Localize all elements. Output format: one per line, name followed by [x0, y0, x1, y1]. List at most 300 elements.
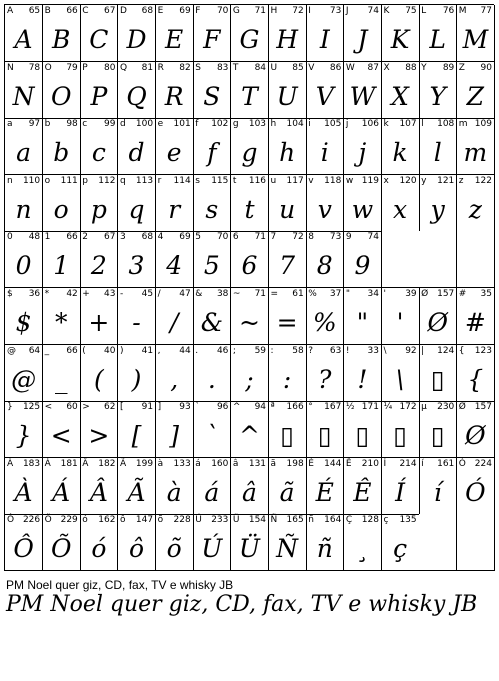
- glyph-key: l: [421, 119, 424, 130]
- glyph-label: [382, 345, 419, 357]
- glyph-sample: x: [393, 194, 408, 224]
- glyph-key: 6: [232, 232, 239, 243]
- glyph-label: [306, 5, 343, 17]
- glyph-key: &: [195, 289, 203, 299]
- glyph-key: ½: [345, 402, 355, 413]
- glyph-key: U: [270, 62, 278, 73]
- glyph-label: [80, 118, 117, 130]
- glyph-cell: [382, 345, 420, 402]
- glyph-label: [118, 231, 155, 243]
- glyph-sample: <: [50, 421, 72, 451]
- glyph-key: Â: [82, 458, 89, 469]
- glyph-sample: Ã: [127, 477, 146, 507]
- glyph-sample: ñ: [316, 534, 333, 564]
- glyph-key: Ü: [232, 515, 240, 526]
- glyph-cell: [382, 5, 420, 62]
- glyph-key: P: [82, 62, 88, 73]
- glyph-cell: [457, 401, 495, 458]
- glyph-cell: [344, 5, 382, 62]
- empty-cell: [457, 231, 495, 288]
- glyph-sample: ~: [238, 308, 260, 337]
- glyph-code: 100: [135, 119, 154, 130]
- glyph-key: 8: [308, 232, 314, 243]
- glyph-sample: s: [205, 194, 219, 224]
- glyph-sample: &: [200, 308, 223, 337]
- glyph-code: 107: [399, 119, 417, 130]
- glyph-sample: Ñ: [276, 534, 299, 564]
- glyph-sample: N: [12, 81, 35, 111]
- glyph-key: Ú: [195, 515, 202, 526]
- glyph-cell: [193, 458, 231, 515]
- glyph-cell: [156, 401, 194, 458]
- glyph-label: [457, 62, 494, 74]
- glyph-key: (: [82, 345, 86, 356]
- glyph-cell: [43, 62, 81, 119]
- glyph-key: Ô: [7, 515, 15, 526]
- glyph-sample: Ü: [238, 534, 260, 564]
- glyph-code: 46: [216, 345, 229, 356]
- glyph-label: [43, 514, 80, 526]
- glyph-code: 171: [361, 402, 379, 413]
- glyph-sample: u: [279, 194, 296, 224]
- glyph-code: 181: [60, 458, 78, 469]
- glyph-label: [43, 175, 80, 187]
- glyph-key: ¼: [383, 402, 393, 413]
- glyph-cell: [382, 514, 420, 571]
- glyph-code: 33: [367, 345, 379, 356]
- glyph-key: N: [7, 62, 14, 73]
- glyph-label: [5, 175, 42, 187]
- glyph-code: 78: [28, 62, 41, 73]
- glyph-cell: [231, 175, 269, 232]
- glyph-key: L: [421, 6, 427, 16]
- glyph-sample: i: [320, 138, 329, 168]
- glyph-key: k: [383, 119, 389, 130]
- glyph-label: [306, 118, 343, 130]
- glyph-key: Á: [44, 458, 51, 469]
- glyph-key: o: [44, 175, 51, 186]
- glyph-sample: R: [164, 81, 184, 111]
- glyph-label: [156, 514, 193, 526]
- glyph-key: 2: [82, 232, 89, 243]
- glyph-sample: c: [91, 138, 106, 168]
- glyph-code: 71: [254, 232, 267, 243]
- glyph-code: 63: [329, 345, 342, 356]
- glyph-cell: [43, 514, 81, 571]
- glyph-cell: [419, 458, 457, 515]
- glyph-sample: t: [244, 194, 255, 224]
- glyph-code: 38: [216, 289, 229, 299]
- glyph-code: 69: [179, 6, 191, 16]
- glyph-label: [193, 231, 230, 243]
- glyph-cell: [269, 514, 307, 571]
- glyph-label: [156, 231, 193, 243]
- glyph-sample: á: [204, 477, 220, 507]
- glyph-cell: [382, 62, 420, 119]
- glyph-code: 88: [405, 62, 417, 73]
- glyph-label: [231, 118, 268, 130]
- glyph-code: 119: [361, 175, 379, 186]
- glyph-code: 102: [211, 119, 229, 130]
- glyph-sample: [: [131, 421, 142, 451]
- glyph-code: 91: [141, 402, 154, 413]
- glyph-label: [43, 401, 80, 413]
- glyph-code: 67: [103, 6, 116, 16]
- glyph-code: 228: [173, 515, 191, 526]
- glyph-label: [382, 458, 419, 470]
- glyph-key: z: [458, 175, 464, 186]
- glyph-sample: @: [11, 364, 37, 394]
- glyph-label: [80, 401, 117, 413]
- glyph-key: Ê: [345, 458, 352, 469]
- glyph-key: I: [308, 6, 311, 16]
- glyph-label: [43, 5, 80, 17]
- glyph-key: D: [119, 6, 127, 16]
- glyph-cell: [43, 288, 81, 345]
- glyph-cell: [344, 514, 382, 571]
- glyph-cell: [156, 345, 194, 402]
- glyph-key: s: [195, 175, 200, 186]
- glyph-cell: [382, 175, 420, 232]
- glyph-sample: \: [395, 364, 405, 394]
- glyph-sample: !: [357, 364, 368, 394]
- glyph-key: ^: [232, 402, 241, 413]
- glyph-label: [231, 175, 268, 187]
- glyph-sample: p: [90, 194, 107, 224]
- glyph-label: [344, 514, 381, 526]
- glyph-key: v: [308, 175, 314, 186]
- glyph-key: O: [44, 62, 52, 73]
- glyph-key: *: [44, 289, 50, 299]
- glyph-label: [419, 401, 456, 413]
- glyph-key: F: [195, 6, 201, 16]
- glyph-sample: r: [168, 194, 181, 224]
- glyph-code: 34: [367, 289, 379, 299]
- glyph-sample: h: [279, 138, 296, 168]
- glyph-sample: :: [282, 364, 292, 394]
- glyph-sample: X: [391, 81, 409, 111]
- glyph-code: 73: [329, 6, 342, 16]
- glyph-label: [457, 288, 494, 300]
- glyph-label: [344, 288, 381, 300]
- glyph-label: [156, 345, 193, 357]
- glyph-cell: [5, 175, 43, 232]
- glyph-label: [457, 345, 494, 357]
- glyph-cell: [306, 118, 344, 175]
- glyph-cell: [80, 118, 118, 175]
- glyph-label: [382, 288, 419, 300]
- glyph-cell: [193, 5, 231, 62]
- glyph-code: 118: [324, 175, 342, 186]
- glyph-code: 48: [28, 232, 41, 243]
- glyph-key: K: [383, 6, 390, 16]
- glyph-cell: [419, 62, 457, 119]
- glyph-cell: [5, 288, 43, 345]
- glyph-sample: %: [312, 308, 337, 337]
- glyph-label: [5, 62, 42, 74]
- glyph-sample: à: [166, 477, 182, 507]
- glyph-label: [118, 62, 155, 74]
- glyph-sample: ã: [279, 477, 295, 507]
- glyph-code: 110: [22, 175, 41, 186]
- glyph-key: 5: [195, 232, 201, 243]
- glyph-key: X: [383, 62, 390, 73]
- glyph-sample: _: [54, 364, 68, 394]
- glyph-code: 166: [286, 402, 304, 413]
- glyph-cell: [344, 345, 382, 402]
- glyph-cell: [306, 62, 344, 119]
- glyph-key: S: [195, 62, 201, 73]
- glyph-key: e: [157, 119, 164, 130]
- glyph-label: [5, 5, 42, 17]
- glyph-key: }: [7, 402, 13, 413]
- glyph-code: 210: [361, 458, 379, 469]
- glyph-cell: [193, 175, 231, 232]
- glyph-sample: 8: [316, 251, 333, 281]
- glyph-label: [118, 458, 155, 470]
- glyph-label: [80, 514, 117, 526]
- glyph-key: ª: [270, 402, 275, 413]
- glyph-code: 65: [28, 6, 41, 16]
- glyph-cell: [231, 345, 269, 402]
- glyph-key: à: [157, 458, 164, 469]
- glyph-cell: [231, 118, 269, 175]
- glyph-label: [382, 514, 419, 526]
- glyph-sample: +: [88, 308, 110, 337]
- glyph-key: q: [119, 175, 126, 186]
- glyph-label: [156, 288, 193, 300]
- glyph-label: [269, 345, 306, 357]
- glyph-label: [156, 401, 193, 413]
- glyph-key: $: [7, 289, 13, 299]
- glyph-cell: [193, 514, 231, 571]
- glyph-code: 44: [179, 345, 191, 356]
- glyph-label: [419, 345, 456, 357]
- glyph-cell: [269, 401, 307, 458]
- glyph-cell: [419, 5, 457, 62]
- glyph-sample: v: [317, 194, 332, 224]
- glyph-sample: õ: [166, 534, 182, 564]
- glyph-key: p: [82, 175, 89, 186]
- glyph-code: 122: [474, 175, 492, 186]
- glyph-cell: [457, 175, 495, 232]
- glyph-cell: [80, 458, 118, 515]
- glyph-cell: [43, 175, 81, 232]
- glyph-cell: [118, 458, 156, 515]
- glyph-label: [193, 458, 230, 470]
- glyph-cell: [118, 345, 156, 402]
- glyph-code: 75: [405, 6, 417, 16]
- glyph-code: 214: [399, 458, 417, 469]
- glyph-key: #: [458, 289, 467, 299]
- glyph-code: 233: [211, 515, 229, 526]
- glyph-code: 84: [254, 62, 267, 73]
- glyph-key: m: [458, 119, 468, 130]
- glyph-sample: P: [90, 81, 108, 111]
- glyph-code: 124: [437, 345, 455, 356]
- glyph-code: 39: [405, 289, 417, 299]
- glyph-sample: À: [14, 477, 33, 507]
- glyph-cell: [118, 401, 156, 458]
- glyph-cell: [43, 118, 81, 175]
- glyph-cell: [156, 514, 194, 571]
- glyph-sample: ç: [393, 534, 408, 564]
- glyph-label: [193, 514, 230, 526]
- glyph-code: 86: [329, 62, 342, 73]
- glyph-sample: *: [54, 308, 68, 337]
- glyph-code: 121: [437, 175, 455, 186]
- glyph-key: Õ: [44, 515, 52, 526]
- glyph-sample: ▯: [430, 421, 445, 451]
- glyph-label: [306, 401, 343, 413]
- glyph-code: 40: [103, 345, 116, 356]
- glyph-sample: í: [433, 477, 442, 507]
- glyph-label: [193, 5, 230, 17]
- glyph-key: =: [270, 289, 279, 299]
- glyph-sample: S: [203, 81, 221, 111]
- glyph-code: 74: [367, 6, 379, 16]
- glyph-code: 43: [103, 289, 116, 299]
- glyph-cell: [457, 62, 495, 119]
- glyph-key: j: [345, 119, 349, 130]
- glyph-label: [344, 401, 381, 413]
- glyph-sample: ▯: [355, 421, 370, 451]
- glyph-key: r: [157, 175, 162, 186]
- glyph-code: 117: [286, 175, 304, 186]
- glyph-code: 60: [66, 402, 78, 413]
- glyph-label: [344, 118, 381, 130]
- glyph-key: â: [232, 458, 239, 469]
- glyph-code: 67: [103, 232, 116, 243]
- glyph-code: 115: [211, 175, 229, 186]
- glyph-key: W: [345, 62, 355, 73]
- glyph-sample: n: [15, 194, 32, 224]
- glyph-sample: =: [276, 308, 298, 337]
- glyph-cell: [80, 5, 118, 62]
- glyph-code: 45: [141, 289, 154, 299]
- glyph-label: [457, 458, 494, 470]
- glyph-key: 1: [44, 232, 51, 243]
- glyph-key: Í: [383, 458, 387, 469]
- glyph-sample: 9: [354, 251, 371, 281]
- glyph-cell: [344, 62, 382, 119]
- glyph-key: x: [383, 175, 389, 186]
- glyph-code: 106: [361, 119, 379, 130]
- glyph-sample: â: [242, 477, 257, 507]
- glyph-code: 104: [286, 119, 304, 130]
- glyph-code: 87: [367, 62, 379, 73]
- glyph-sample: ▯: [430, 364, 445, 394]
- glyph-label: [306, 288, 343, 300]
- glyph-key: V: [308, 62, 315, 73]
- glyph-label: [419, 175, 456, 187]
- glyph-cell: [231, 458, 269, 515]
- glyph-sample: 1: [53, 251, 70, 281]
- glyph-code: 42: [66, 289, 78, 299]
- glyph-cell: [231, 62, 269, 119]
- glyph-sample: B: [52, 25, 71, 54]
- glyph-code: 112: [98, 175, 116, 186]
- glyph-cell: [80, 514, 118, 571]
- glyph-cell: [80, 231, 118, 288]
- glyph-key: 7: [270, 232, 277, 243]
- glyph-key: A: [7, 6, 14, 16]
- glyph-label: [306, 62, 343, 74]
- glyph-code: 165: [286, 515, 304, 526]
- glyph-code: 224: [474, 458, 492, 469]
- glyph-cell: [419, 288, 457, 345]
- glyph-code: 69: [179, 232, 191, 243]
- glyph-label: [382, 62, 419, 74]
- glyph-label: [80, 231, 117, 243]
- glyph-label: [231, 458, 268, 470]
- glyph-label: [306, 514, 343, 526]
- glyph-sample: 7: [279, 251, 296, 281]
- glyph-key: Ø: [421, 289, 429, 299]
- glyph-label: [419, 118, 456, 130]
- glyph-label: [306, 345, 343, 357]
- glyph-code: 70: [216, 6, 229, 16]
- glyph-cell: [43, 5, 81, 62]
- glyph-code: 76: [442, 6, 455, 16]
- glyph-cell: [344, 175, 382, 232]
- glyph-label: [80, 345, 117, 357]
- glyph-code: 70: [216, 232, 229, 243]
- glyph-label: [43, 118, 80, 130]
- glyph-sample: b: [53, 138, 70, 168]
- glyph-cell: [306, 345, 344, 402]
- glyph-sample: 5: [203, 251, 220, 281]
- glyph-cell: [118, 5, 156, 62]
- glyph-cell: [5, 514, 43, 571]
- glyph-key: ": [345, 289, 350, 299]
- glyph-cell: [118, 62, 156, 119]
- glyph-cell: [5, 62, 43, 119]
- glyph-sample: ?: [318, 364, 332, 394]
- glyph-sample: ]: [169, 421, 180, 451]
- glyph-cell: [344, 288, 382, 345]
- glyph-cell: [118, 231, 156, 288]
- glyph-cell: [156, 118, 194, 175]
- glyph-sample: Ø: [427, 308, 448, 337]
- glyph-cell: [344, 231, 382, 288]
- glyph-sample: m: [463, 138, 488, 168]
- glyph-key: H: [270, 6, 278, 16]
- glyph-label: [269, 514, 306, 526]
- glyph-cell: [5, 458, 43, 515]
- glyph-cell: [382, 458, 420, 515]
- glyph-label: [5, 458, 42, 470]
- glyph-sample: K: [390, 25, 410, 54]
- glyph-sample: Y: [429, 81, 446, 111]
- glyph-label: [80, 175, 117, 187]
- glyph-code: 172: [399, 402, 417, 413]
- glyph-label: [269, 401, 306, 413]
- glyph-sample: C: [89, 25, 109, 54]
- glyph-key: ç: [383, 515, 389, 526]
- glyph-key: {: [458, 345, 465, 356]
- glyph-sample: Â: [89, 477, 108, 507]
- empty-cell: [419, 231, 457, 288]
- glyph-sample: G: [239, 25, 260, 54]
- glyph-key: B: [44, 6, 51, 16]
- glyph-sample: 4: [166, 251, 183, 281]
- glyph-code: 161: [437, 458, 455, 469]
- glyph-code: 73: [329, 232, 342, 243]
- glyph-label: [344, 5, 381, 17]
- glyph-sample: H: [276, 25, 299, 54]
- glyph-key: °: [308, 402, 313, 413]
